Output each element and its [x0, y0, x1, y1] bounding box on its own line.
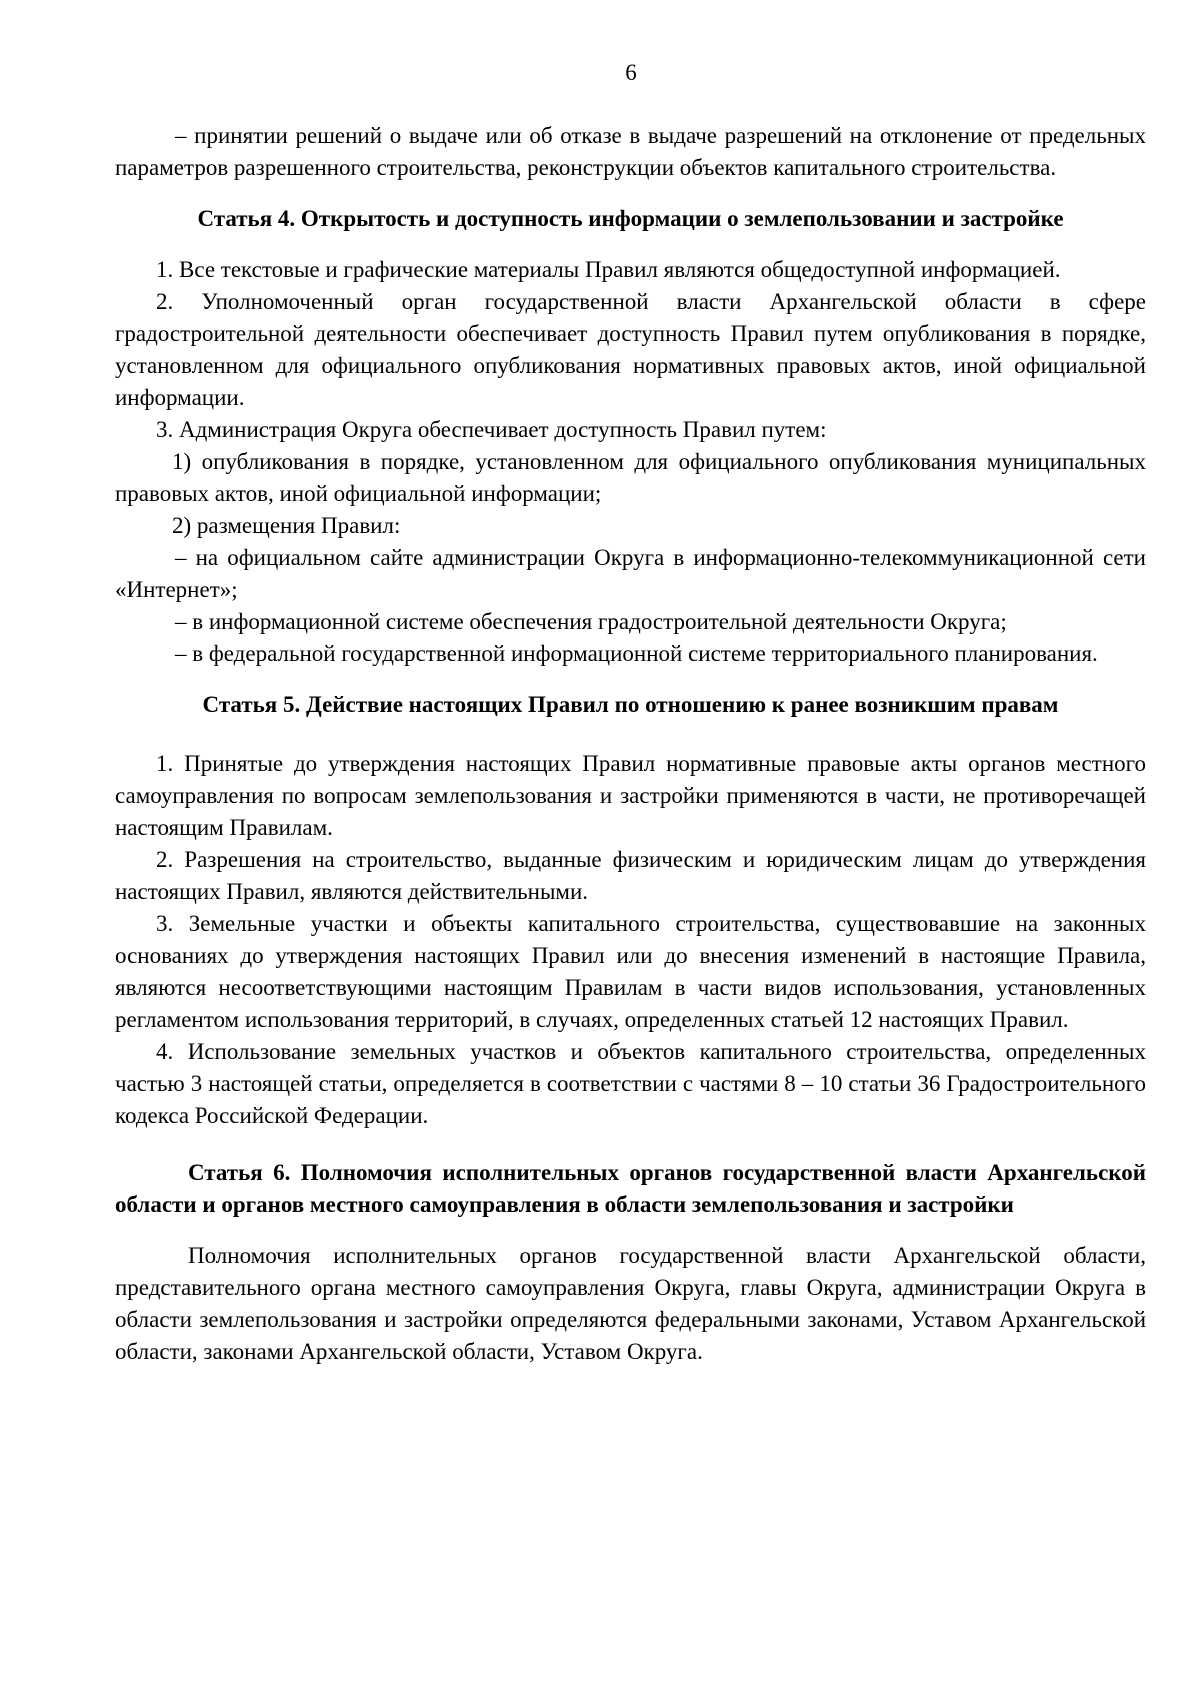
spacer [115, 1221, 1146, 1240]
paragraph-4-3-2: 2) размещения Правил: [172, 513, 401, 538]
paragraph-4-3-2-b: – в информационной системе обеспечения градостроительной деятельности Округа; [175, 609, 1007, 634]
document-body [115, 120, 1146, 1368]
paragraph-4-2: 2. Уполномоченный орган государственной власти Архангельской области в сфере градостроительной деятельности обеспечивает доступность Правил путем опубликования в порядке, установленном для официального опубликования нормативных правовых актов, иной официальной информации. [115, 289, 1146, 410]
paragraph-6: Полномочия исполнительных органов государственной власти Архангельской области, представительного органа местного самоуправления Округа, главы Округа, администрации Округа в области землепользования и застройки определяются федеральными законами, Уставом Архангельской области, законами Архангельской области, Уставом Округа. [115, 1243, 1146, 1364]
paragraph-4-1: 1. Все текстовые и графические материалы Правил являются общедоступной информацией. [156, 257, 1061, 282]
spacer [115, 670, 1146, 689]
paragraph-5-3: 3. Земельные участки и объекты капитального строительства, существовавшие на законных основаниях до утверждения настоящих Правил или до внесения изменений в настоящие Правила, являются несоответствующими настоящим Правилам в части видов использования, установленных регламентом использования территорий, в случаях, определенных статьей 12 настоящих Правил. [115, 911, 1146, 1032]
paragraph-4-3-2-c: – в федеральной государственной информационной системе территориального планирования. [175, 641, 1098, 666]
spacer [115, 184, 1146, 203]
heading-article-6: Статья 6. Полномочия исполнительных органов государственной власти Архангельской области и органов местного самоуправления в области землепользования и застройки [115, 1160, 1146, 1217]
paragraph-4-3-1: 1) опубликования в порядке, установленном для официального опубликования муниципальных правовых актов, иной официальной информации; [115, 449, 1146, 506]
paragraph-5-1: 1. Принятые до утверждения настоящих Правил нормативные правовые акты органов местного самоуправления по вопросам землепользования и застройки применяются в части, не противоречащей настоящим Правилам. [115, 751, 1146, 840]
spacer [115, 235, 1146, 254]
paragraph-5-2: 2. Разрешения на строительство, выданные физическим и юридическим лицам до утверждения настоящих Правил, являются действительными. [115, 847, 1146, 904]
paragraph-decisions-deviation: – принятии решений о выдаче или об отказе в выдаче разрешений на отклонение от предельных параметров разрешенного строительства, реконструкции объектов капитального строительства. [115, 123, 1146, 180]
paragraph-5-4: 4. Использование земельных участков и объектов капитального строительства, определенных частью 3 настоящей статьи, определяется в соответствии с частями 8 – 10 статьи 36 Градостроительного кодекса Российской Федерации. [115, 1039, 1146, 1128]
heading-article-4: Статья 4. Открытость и доступность информации о землепользовании и застройке [197, 206, 1064, 231]
paragraph-4-3-2-a: – на официальном сайте администрации Округа в информационно-телекоммуникационной сети «Интернет»; [115, 545, 1146, 602]
page-number: 6 [625, 60, 637, 85]
paragraph-4-3: 3. Администрация Округа обеспечивает доступность Правил путем: [156, 417, 827, 442]
heading-article-5: Статья 5. Действие настоящих Правил по отношению к ранее возникшим правам [202, 692, 1059, 717]
spacer [115, 721, 1146, 748]
spacer [115, 1132, 1146, 1157]
